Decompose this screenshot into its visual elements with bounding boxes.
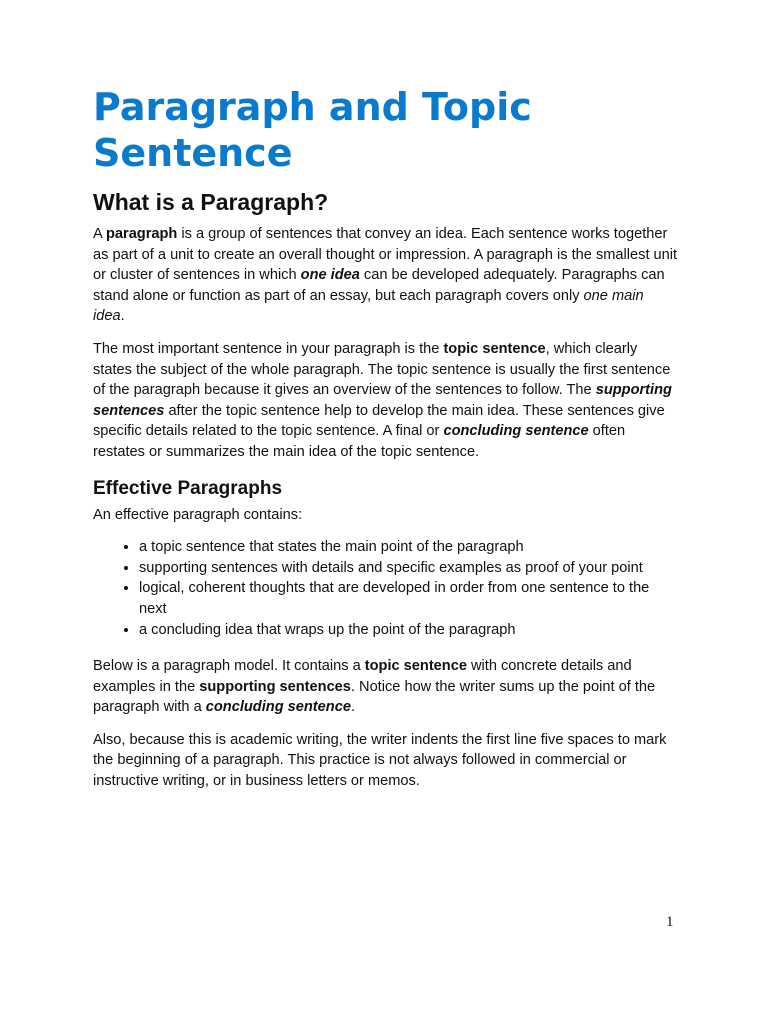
text-run: A [93, 226, 106, 242]
text-run: , which clearly states the subject of the whole paragraph. The topic sentence is usually the first sentence of the paragraph because it gives an overview of the sentences to follow. The [93, 340, 671, 399]
list-item: • a concluding idea that wraps up the point of the paragraph [139, 620, 678, 641]
text-run: often restates or summarizes the main idea of the topic sentence. [93, 423, 626, 460]
text-run: . Notice how the writer sums up the point of the paragraph with a [93, 678, 656, 716]
paragraph-academic-writing: Also, because this is academic writing, the writer indents the first line five spaces to mark the beginning of a paragraph. This practice is not always followed in commercial or instructive writing, or in business letters or memos. [93, 731, 667, 790]
section-heading-what-is-paragraph: What is a Paragraph? [93, 189, 329, 215]
text-run: after the topic sentence help to develop the main idea. These sentences give specific details related to the topic sentence. A final or [93, 402, 665, 440]
text-run: . [350, 699, 355, 716]
key-term: supporting sentences [199, 678, 351, 695]
emphasis-term: one idea [300, 267, 360, 284]
list-item: • supporting sentences with details and specific examples as proof of your point [139, 558, 678, 579]
page-number: 1 [666, 914, 674, 930]
list-item: • logical, coherent thoughts that are developed in order from one sentence to the next [139, 578, 678, 619]
bullet-list [93, 537, 678, 640]
text-run: The most important sentence in your paragraph is the [93, 340, 444, 357]
text-run: with concrete details and examples in the [93, 658, 632, 695]
list-item: • a topic sentence that states the main point of the paragraph [139, 537, 678, 558]
emphasis-term: concluding sentence [205, 699, 351, 716]
paragraph-definition [93, 224, 678, 327]
key-term: paragraph [105, 226, 178, 242]
page-title: Paragraph and Topic Sentence [93, 85, 532, 175]
text-run: is a group of sentences that convey an idea. Each sentence works together as part of a unit to create an overall thought or impression. A paragraph is the smallest unit or cluster of sentences in which [93, 226, 678, 284]
key-term: topic sentence [364, 658, 467, 675]
emphasis-term: one main idea [93, 287, 644, 325]
text-run: . [120, 308, 125, 325]
paragraph-model [93, 656, 678, 718]
text-run: Below is a paragraph model. It contains a [93, 658, 365, 675]
document-page [93, 84, 678, 804]
text-run: can be developed adequately. Paragraphs can stand alone or function as part of an essay, but each paragraph covers only [93, 267, 665, 304]
key-term: topic sentence [443, 340, 546, 357]
emphasis-term: concluding sentence [443, 423, 589, 440]
section-heading-effective-paragraphs: Effective Paragraphs [93, 477, 283, 499]
emphasis-term: supporting sentences [93, 382, 672, 419]
paragraph-intro: An effective paragraph contains: [93, 506, 303, 523]
paragraph-topic-sentence [93, 339, 678, 463]
